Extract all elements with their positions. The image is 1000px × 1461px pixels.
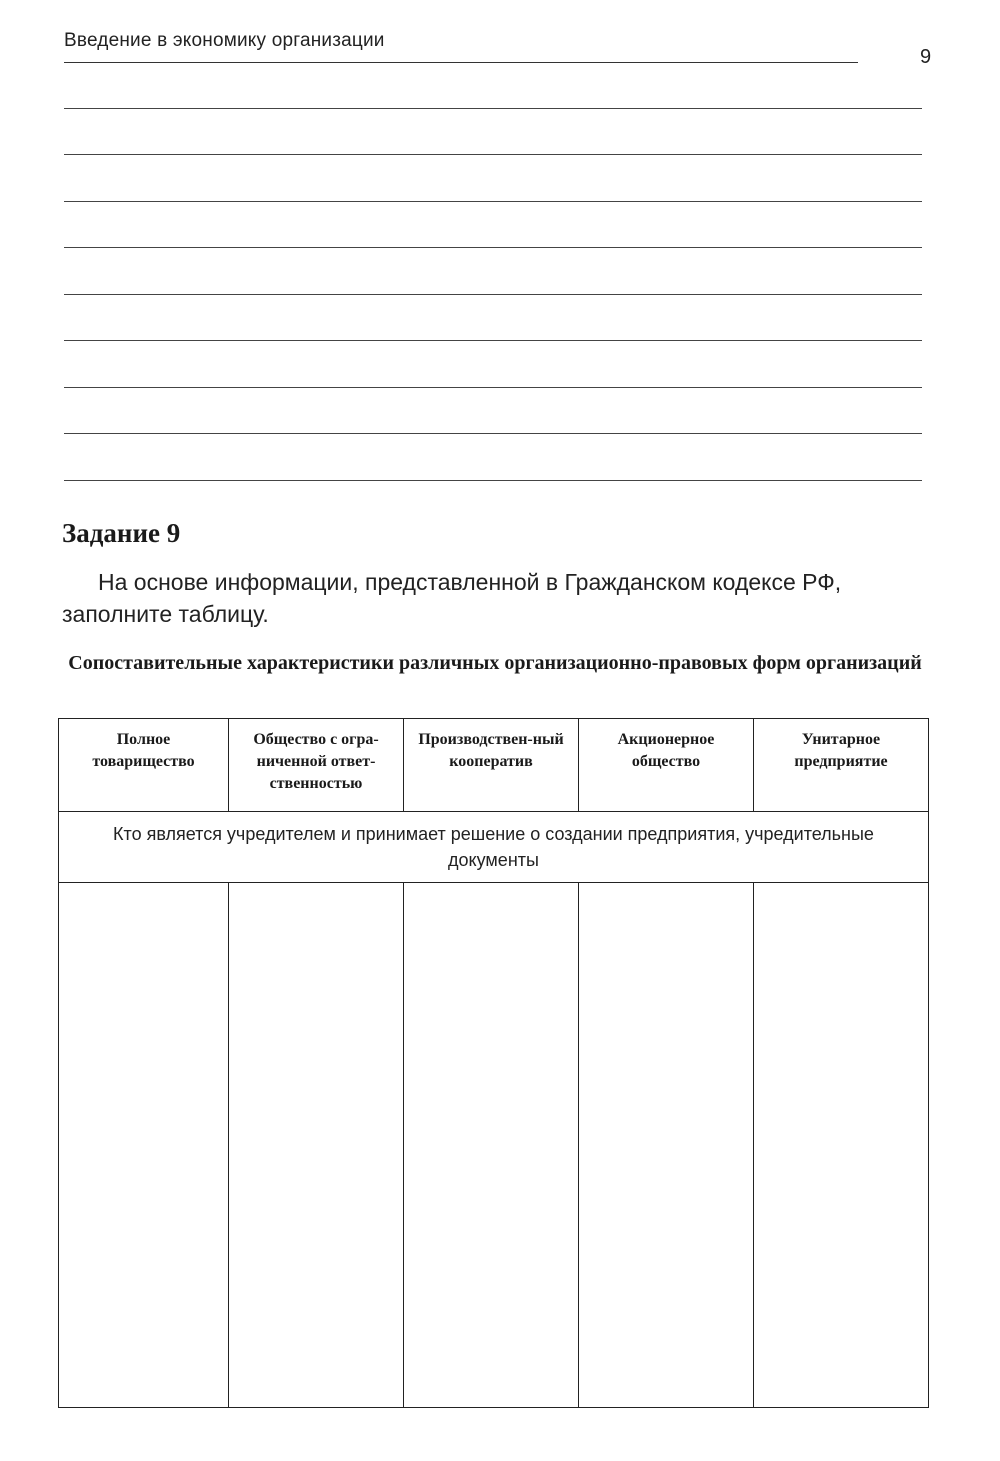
column-header [404,719,579,812]
answer-cell[interactable] [754,883,929,1408]
column-header-label: Полное товарищество [92,731,195,770]
column-header [754,719,929,812]
answer-line[interactable] [64,433,922,434]
answer-cell[interactable] [579,883,754,1408]
answer-cell[interactable] [229,883,404,1408]
column-header [59,719,229,812]
column-header-label: Производствен-ный кооператив [418,731,564,770]
answer-line[interactable] [64,154,922,155]
column-header [579,719,754,812]
task-instruction: На основе информации, представленной в Гражданском кодексе РФ, заполните таблицу. [62,569,842,627]
running-head-title: Введение в экономику организации [64,30,385,51]
table-caption: Сопоставительные характеристики различных организационно-правовых форм организаций [68,652,922,674]
answer-cell[interactable] [59,883,229,1408]
header-rule [64,62,858,63]
page-number: 9 [920,46,932,68]
answer-line[interactable] [64,294,922,295]
organization-forms-table [58,718,929,1408]
answer-line[interactable] [64,340,922,341]
table-header-row [59,719,929,812]
column-header-label: Общество с огра-ниченной ответ-ственностью [253,731,379,792]
column-header-label: Акционерное общество [617,731,715,770]
answer-line[interactable] [64,387,922,388]
answer-line[interactable] [64,108,922,109]
answer-cell[interactable] [404,883,579,1408]
section-row-cell [59,812,929,883]
answer-line[interactable] [64,201,922,202]
column-header-label: Унитарное предприятие [794,731,888,770]
section-row [59,812,929,883]
answer-line[interactable] [64,247,922,248]
task-title: Задание 9 [62,518,181,548]
section-row-label: Кто является учредителем и принимает решение о создании предприятия, учредительные документы [113,824,874,870]
table-row [59,883,929,1408]
answer-line[interactable] [64,480,922,481]
column-header [229,719,404,812]
